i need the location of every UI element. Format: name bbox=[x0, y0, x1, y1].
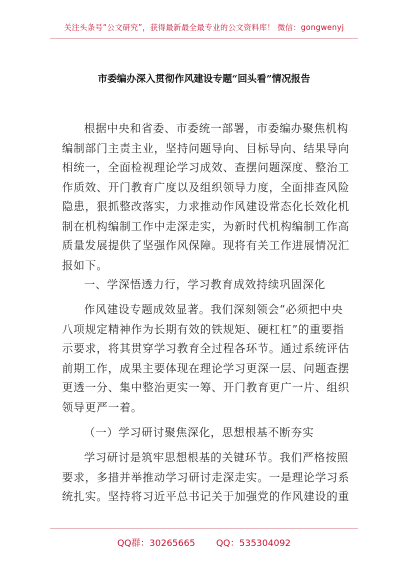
paragraph-line: 前期工作，成果主要体现在理论学习更深一层、问题查摆 bbox=[62, 361, 350, 375]
paragraph-line: 更透一分、集中整治更实一筹、开门教育更广一片、组织 bbox=[62, 381, 350, 394]
footer bbox=[0, 536, 408, 549]
paragraph-line: 编制部门主责主业，坚持问题导向、目标导向、结果导向 bbox=[62, 141, 350, 155]
subsection-heading-1: （一）学习研讨聚焦深化，思想根基不断夯实 bbox=[84, 426, 314, 439]
paragraph-line: 作风建设专题成效显著。我们深刻领会“必须把中央 bbox=[84, 303, 344, 316]
paragraph-line: 制在机构编制工作中走深走实，为新时代机构编制工作高 bbox=[62, 219, 350, 233]
subsection-heading-wrap bbox=[62, 423, 350, 443]
paragraph-line: 要求，多措并举推动学习研讨走深走实。一是理论学习系 bbox=[62, 470, 350, 484]
paragraph-line: 相统一，全面检视理论学习成效、查摆问题深度、整治工 bbox=[62, 161, 350, 174]
paragraph-line: 八项规定精神作为长期有效的铁规矩、硬杠杠”的重要指 bbox=[62, 322, 345, 336]
footer-qq: QQ：535304092 bbox=[216, 539, 291, 549]
section-heading-1: 一、学深悟透力行，学习教育成效持续巩固深化 bbox=[84, 278, 326, 291]
paragraph-line: 示要求，将其贯穿学习教育全过程各环节。通过系统评估 bbox=[62, 342, 350, 355]
paragraph-line: 隐患，狠抓整改落实，力求推动作风建设常态化长效化机 bbox=[62, 200, 350, 213]
paragraph-line: 统扎实。坚持将习近平总书记关于加强党的作风建设的重 bbox=[62, 490, 350, 503]
header-banner: 关注头条号“公文研究”，获得最新最全最专业的公文资料库！ 微信：gongwenyj bbox=[63, 23, 345, 32]
footer-divider bbox=[50, 528, 358, 529]
paragraph-subsection-1 bbox=[62, 448, 350, 507]
paragraph-line: 领导更严一着。 bbox=[62, 400, 143, 414]
paragraph-line: 报如下。 bbox=[62, 258, 108, 272]
paragraph-intro bbox=[62, 119, 350, 275]
header-divider bbox=[50, 38, 358, 39]
paragraph-line: 质量发展提供了坚强作风保障。现将有关工作进展情况汇 bbox=[62, 239, 350, 252]
document-title: 市委编办深入贯彻作风建设专题“回头看”情况报告 bbox=[97, 74, 311, 85]
footer-qq-group: QQ群：30265665 bbox=[117, 539, 196, 549]
paragraph-line: 根据中央和省委、市委统一部署，市委编办聚焦机构 bbox=[84, 122, 349, 135]
paragraph-line: 学习研讨是筑牢思想根基的关键环节。我们严格按照 bbox=[84, 451, 349, 464]
paragraph-line: 作质效、开门教育广度以及组织领导力度，全面排查风险 bbox=[62, 180, 350, 194]
paragraph-section-1 bbox=[62, 300, 350, 417]
section-heading-1-wrap bbox=[62, 275, 350, 295]
